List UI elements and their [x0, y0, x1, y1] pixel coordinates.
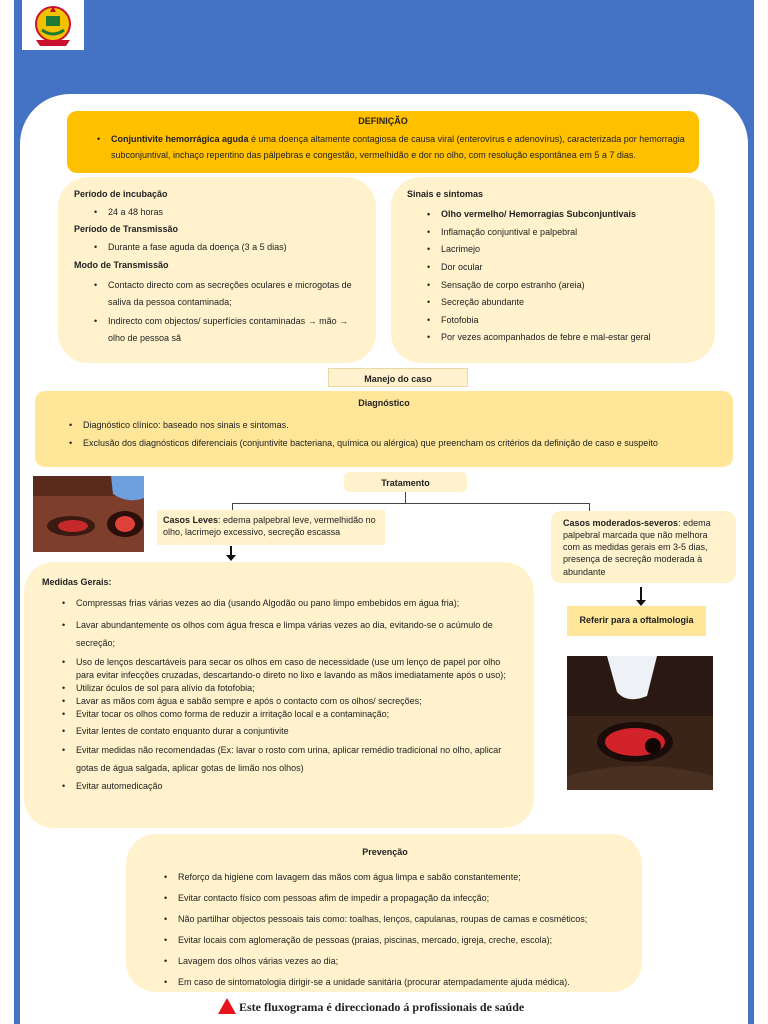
measure-item: • Evitar lentes de contato enquanto durar a conjuntivite [42, 725, 518, 737]
measure-item: • Evitar automedicação [42, 780, 518, 792]
warning-triangle-icon [218, 998, 236, 1014]
coat-of-arms [22, 0, 84, 50]
prevention-item: • Evitar locais com aglomeração de pessoas (praias, piscinas, mercado, igreja, creche, escola); [144, 930, 626, 951]
diagnosis-item: • Diagnóstico clínico: baseado nos sinais e sintomas. [49, 417, 719, 435]
treatment-label: Tratamento [344, 472, 467, 492]
incubation-item: • 24 a 48 horas [74, 206, 362, 218]
symptom-item: • Dor ocular [407, 259, 701, 277]
moderate-cases-text: : edema palpebral marcada que não melhora com as medidas gerais em 3-5 dias, presença de secreção moderada à abundante [563, 518, 711, 577]
measure-item: • Compressas frias várias vezes ao dia (usando Algodão ou pano limpo embebidos em água fria); [42, 597, 518, 609]
transmission-item: • Durante a fase aguda da doença (3 a 5 dias) [74, 241, 362, 253]
moderate-cases-box [551, 511, 736, 583]
definition-title: DEFINIÇÃO [358, 116, 408, 126]
red-eye-photo-left [33, 476, 144, 552]
transmission-title: Período de Transmissão [74, 224, 179, 235]
diagnosis-box [35, 391, 733, 467]
periods-box [58, 177, 376, 363]
diagnosis-item: • Exclusão dos diagnósticos diferenciais (conjuntivite bacteriana, química ou alérgica) que preencham os critérios da definição de caso e suspeito [49, 435, 719, 453]
footer-text: Este fluxograma é direccionado á profissionais de saúde [239, 1000, 525, 1014]
transmission-mode-item: • Indirecto com objectos/ superfícies contaminadas → mão → olho de pessoa sã [74, 313, 362, 347]
measure-item: • Uso de lenços descartáveis para secar os olhos em caso de necessidade (use um lenço de papel por olho para evitar infecções cruzadas, descartando-o direto no lixo e lavando as mãos imediatamente após o uso); [42, 656, 518, 680]
refer-ophthalmology-box: Referir para a oftalmologia [567, 606, 706, 636]
definition-box [67, 111, 699, 173]
red-eye-photo-right [567, 656, 713, 790]
footer-note [218, 997, 524, 1017]
moderate-cases-head: Casos moderados-severos [563, 518, 679, 528]
measure-item: • Lavar abundantemente os olhos com água fresca e limpa várias vezes ao dia, evitando-se o acúmulo de secreção; [42, 617, 518, 652]
symptoms-title: Sinais e sintomas [407, 189, 484, 199]
mild-cases-box [157, 510, 385, 545]
prevention-box [126, 834, 642, 992]
symptom-item: • Inflamação conjuntival e palpebral [407, 224, 701, 242]
measure-item: • Lavar as mãos com água e sabão sempre e após o contacto com os olhos/ secreções; [42, 695, 518, 707]
prevention-item: • Reforço da higiene com lavagem das mãos com água limpa e sabão constantemente; [144, 867, 626, 888]
symptoms-box [391, 177, 715, 363]
symptom-item: • Lacrimejo [407, 241, 701, 259]
general-measures-title: Medidas Gerais: [42, 577, 112, 587]
measure-item: • Evitar medidas não recomendadas (Ex: lavar o rosto com urina, aplicar remédio tradicional no olho, aplicar gotas de água salgada, aplicar gotas de limão nos olhos) [42, 742, 518, 777]
arrow-down [230, 546, 232, 556]
diagnosis-title: Diagnóstico [358, 398, 410, 408]
connector [232, 503, 590, 504]
incubation-title: Período de incubação [74, 189, 168, 199]
prevention-item: • Lavagem dos olhos várias vezes ao dia; [144, 951, 626, 972]
prevention-item: • Não partilhar objectos pessoais tais como: toalhas, lenços, capulanas, roupas de camas e cosméticos; [144, 909, 626, 930]
symptom-item: • Por vezes acompanhados de febre e mal-estar geral [407, 329, 701, 347]
mild-cases-text: : edema palpebral leve, vermelhidão no olho, lacrimejo excessivo, secreção escassa [163, 515, 376, 538]
symptom-item: • Fotofobia [407, 312, 701, 330]
prevention-title: Prevenção [362, 847, 408, 857]
arrow-down [640, 587, 642, 601]
symptom-item: • Olho vermelho/ Hemorragias Subconjuntivais [407, 206, 701, 224]
case-management-label: Manejo do caso [328, 368, 468, 387]
measure-item: • Evitar tocar os olhos como forma de reduzir a irritação local e a contaminação; [42, 708, 518, 720]
symptom-item: • Sensação de corpo estranho (areia) [407, 277, 701, 295]
measure-item: • Utilizar óculos de sol para alívio da fotofobia; [42, 682, 518, 694]
general-measures-box [24, 562, 534, 828]
prevention-item: • Em caso de sintomatologia dirigir-se a unidade sanitária (procurar atempadamente ajuda médica). [144, 972, 626, 993]
prevention-item: • Evitar contacto físico com pessoas afim de impedir a propagação da infecção; [144, 888, 626, 909]
definition-text: • Conjuntivite hemorrágica aguda é uma doença altamente contagiosa de causa viral (enterovírus e adenovírus), caracterizada por hemorragia subconjuntival, inchaço repentino das pálpebras e congestão, vermelhidão e dor no olho, com resolução espontânea em 5 a 7 dias. [77, 132, 689, 164]
transmission-mode-item: • Contacto directo com as secreções oculares e microgotas de saliva da pessoa contaminada; [74, 277, 362, 311]
mild-cases-head: Casos Leves [163, 515, 219, 525]
symptom-item: • Secreção abundante [407, 294, 701, 312]
transmission-mode-title: Modo de Transmissão [74, 259, 169, 270]
